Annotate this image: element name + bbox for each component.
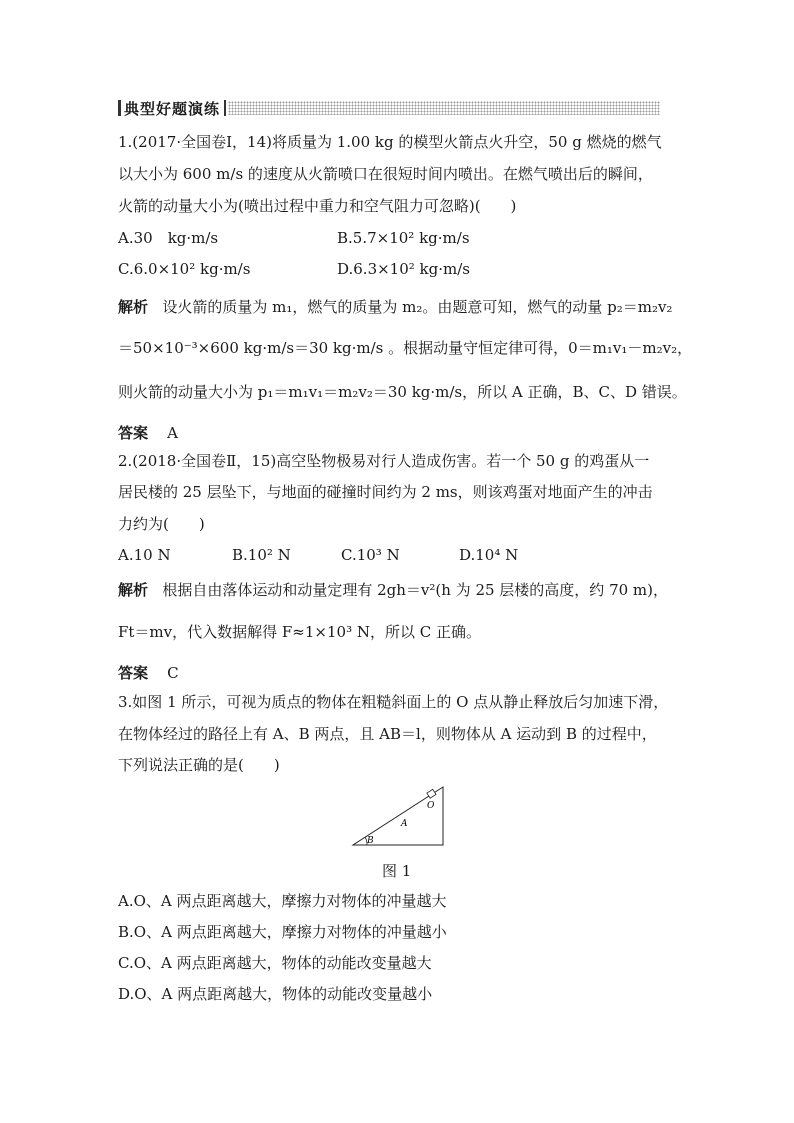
q1-answer — [118, 423, 178, 443]
q2-answer — [118, 663, 179, 683]
q2-option-b: B.10² N — [232, 546, 291, 564]
figure-caption: 图 1 — [382, 862, 412, 880]
label-a: A — [401, 819, 408, 829]
q1-solution-text1: 设火箭的质量为 m₁，燃气的质量为 m₂。由题意可知，燃气的动量 p₂＝m₂v₂ — [162, 298, 673, 316]
q1-stem-line3: 火箭的动量大小为(喷出过程中重力和空气阻力可忽略)( ) — [118, 197, 517, 215]
q1-solution-line1 — [118, 297, 672, 317]
q2-answer-label: 答案 — [118, 664, 149, 682]
q1-answer-value: A — [167, 424, 178, 442]
header-left-bar — [118, 100, 121, 116]
label-b: B — [367, 836, 374, 846]
q2-stem-line2: 居民楼的 25 层坠下，与地面的碰撞时间约为 2 ms，则该鸡蛋对地面产生的冲击 — [118, 483, 653, 501]
header-divider-bar — [224, 100, 226, 116]
q3-option-c: C.O、A 两点距离越大，物体的动能改变量越大 — [118, 954, 432, 972]
header-dotted-rule — [228, 101, 660, 115]
q2-stem-line3: 力约为( ) — [118, 515, 205, 533]
q1-option-d: D.6.3×10² kg·m/s — [337, 260, 470, 278]
q1-option-a: A.30 kg·m/s — [118, 229, 219, 247]
q3-stem-line2: 在物体经过的路径上有 A、B 两点，且 AB＝l，则物体从 A 运动到 B 的过程中， — [118, 725, 657, 743]
q2-stem-line1: 2.(2018·全国卷Ⅱ，15)高空坠物极易对行人造成伤害。若一个 50 g 的鸡蛋从一 — [118, 452, 650, 470]
q2-solution-text1: 根据自由落体运动和动量定理有 2gh＝v²(h 为 25 层楼的高度，约 70 m)， — [162, 581, 668, 599]
q1-option-c: C.6.0×10² kg·m/s — [118, 260, 251, 278]
q1-stem-line1: 1.(2017·全国卷Ⅰ，14)将质量为 1.00 kg 的模型火箭点火升空，50 g 燃烧的燃气 — [118, 133, 662, 151]
q2-solution-label: 解析 — [118, 581, 149, 599]
q2-answer-value: C — [167, 664, 179, 682]
q1-answer-label: 答案 — [118, 424, 149, 442]
section-title: 典型好题演练 — [124, 99, 221, 118]
q3-stem-line3: 下列说法正确的是( ) — [118, 756, 280, 774]
q1-solution-label: 解析 — [118, 298, 149, 316]
q2-option-c: C.10³ N — [341, 546, 400, 564]
q2-solution-line1 — [118, 580, 668, 600]
q1-solution-line3: 则火箭的动量大小为 p₁＝m₁v₁＝m₂v₂＝30 kg·m/s，所以 A 正确，B、C、D 错误。 — [118, 383, 687, 401]
incline-figure — [345, 782, 455, 850]
q3-option-b: B.O、A 两点距离越大，摩擦力对物体的冲量越小 — [118, 923, 447, 941]
q2-option-a: A.10 N — [118, 546, 171, 564]
q2-option-d: D.10⁴ N — [459, 546, 519, 564]
q2-solution-line2: Ft＝mv，代入数据解得 F≈1×10³ N，所以 C 正确。 — [118, 623, 481, 641]
q1-solution-line2: ＝50×10⁻³×600 kg·m/s＝30 kg·m/s 。根据动量守恒定律可得，0＝m₁v₁－m₂v₂， — [118, 339, 693, 357]
q3-option-d: D.O、A 两点距离越大，物体的动能改变量越小 — [118, 985, 433, 1003]
label-o: O — [427, 801, 435, 811]
q1-option-b: B.5.7×10² kg·m/s — [337, 229, 470, 247]
section-header — [118, 98, 660, 118]
q3-stem-line1: 3.如图 1 所示，可视为质点的物体在粗糙斜面上的 O 点从静止释放后匀加速下滑， — [118, 693, 669, 711]
q3-option-a: A.O、A 两点距离越大，摩擦力对物体的冲量越大 — [118, 892, 447, 910]
q1-stem-line2: 以大小为 600 m/s 的速度从火箭喷口在很短时间内喷出。在燃气喷出后的瞬间， — [118, 165, 653, 183]
